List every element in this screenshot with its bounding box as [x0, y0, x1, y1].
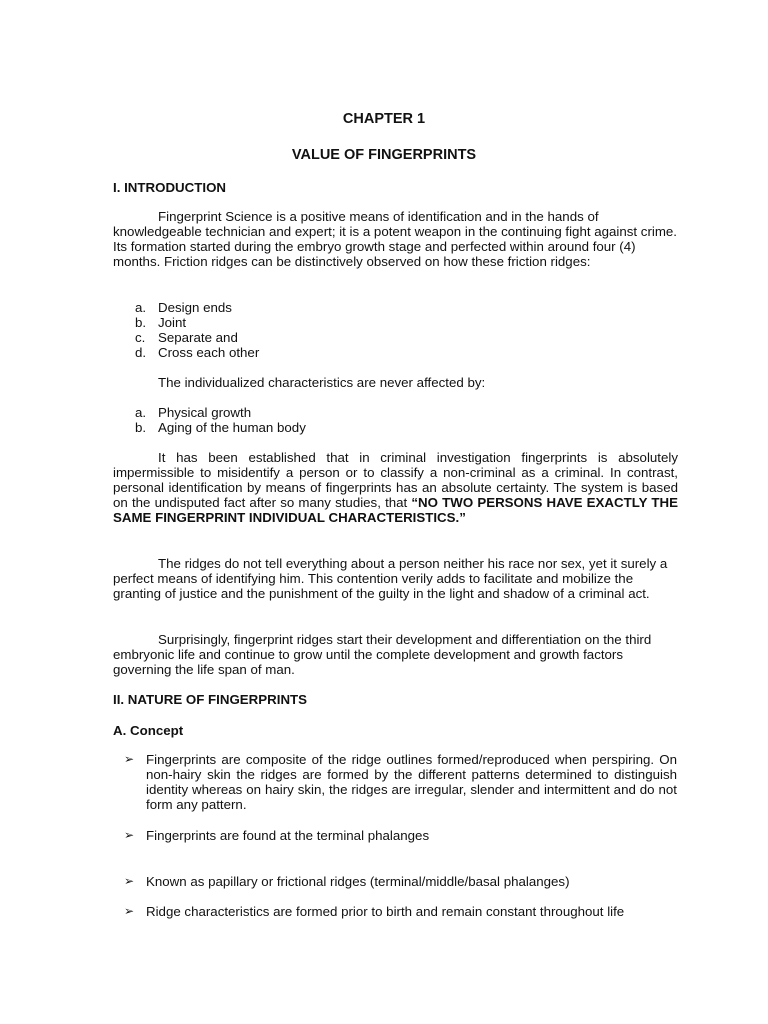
list-item [113, 420, 673, 435]
list-item-text: Physical growth [158, 405, 252, 420]
list-marker: a. [135, 405, 147, 420]
list-item [113, 315, 673, 330]
list-item-text: Cross each other [158, 345, 260, 360]
page-title: VALUE OF FINGERPRINTS [291, 147, 477, 163]
certainty-paragraph [113, 450, 678, 525]
list-item [113, 405, 673, 420]
friction-ridge-list [113, 300, 673, 360]
list-item-text: Separate and [158, 330, 238, 345]
concept-bullet [124, 874, 677, 889]
concept-bullet [124, 904, 677, 919]
concept-bullet [124, 828, 677, 843]
list-marker: b. [135, 315, 147, 330]
list-item [113, 345, 673, 360]
list-marker: a. [135, 300, 147, 315]
concept-bullet-text: Known as papillary or frictional ridges (terminal/middle/basal phalanges) [146, 874, 570, 889]
unaffected-by-list [113, 405, 673, 435]
section-heading-introduction: I. INTRODUCTION [113, 180, 227, 195]
intro-paragraph-text: Fingerprint Science is a positive means of identification and in the hands of knowledgeable technician and expert; it is a potent weapon in the continuing fight against crime. Its formation started during the embryo growth stage and perfected within around four (4) months. Friction ridges can be distinctively observed on how these friction ridges: [113, 209, 678, 269]
concept-bullet-text: Fingerprints are composite of the ridge outlines formed/reproduced when perspiring. On non-hairy skin the ridges are formed by the different patterns determined to distinguish identity whereas on hairy skin, the ridges are irregular, slender and intermittent and do not form any pattern. [146, 752, 677, 812]
list-marker: c. [135, 330, 146, 345]
list-item-text: Joint [158, 315, 187, 330]
arrowhead-bullet-icon: ➢ [124, 828, 135, 842]
concept-bullet-text: Fingerprints are found at the terminal phalanges [146, 828, 430, 843]
subheading-concept: A. Concept [113, 723, 184, 738]
certainty-emphasis: “NO TWO PERSONS HAVE EXACTLY THE SAME FINGERPRINT INDIVIDUAL CHARACTERISTICS.” [113, 495, 678, 525]
list-item [113, 330, 673, 345]
list-marker: d. [135, 345, 147, 360]
intro-paragraph [113, 209, 678, 269]
list-marker: b. [135, 420, 147, 435]
chapter-label: CHAPTER 1 [342, 111, 426, 127]
concept-bullet [124, 752, 677, 812]
list-item-text: Aging of the human body [158, 420, 306, 435]
ridges-paragraph-text: The ridges do not tell everything about a person neither his race nor sex, yet it surely a perfect means of identifying him. This contention verily adds to facilitate and mobilize the granting of justice and the punishment of the guilty in the light and shadow of a criminal act. [113, 556, 668, 601]
concept-bullet-text: Ridge characteristics are formed prior to birth and remain constant throughout life [146, 904, 625, 919]
arrowhead-bullet-icon: ➢ [124, 904, 135, 918]
ridges-paragraph [113, 556, 678, 601]
characteristics-paragraph-text: The individualized characteristics are never affected by: [158, 375, 486, 390]
certainty-paragraph-text: It has been established that in criminal investigation fingerprints is absolutely impermissible to misidentify a person or to classify a non-criminal as a criminal. In contrast, personal identification by means of fingerprints has an absolute certainty. The system is based on the undisputed fact after so many studies, that [113, 450, 678, 510]
development-paragraph-text: Surprisingly, fingerprint ridges start their development and differentiation on the third embryonic life and continue to grow until the complete development and growth factors governing the life span of man. [113, 632, 652, 677]
arrowhead-bullet-icon: ➢ [124, 752, 135, 766]
arrowhead-bullet-icon: ➢ [124, 874, 135, 888]
list-item [113, 300, 673, 315]
characteristics-paragraph [113, 375, 678, 390]
section-heading-nature: II. NATURE OF FINGERPRINTS [113, 692, 308, 707]
development-paragraph [113, 632, 678, 677]
list-item-text: Design ends [158, 300, 232, 315]
